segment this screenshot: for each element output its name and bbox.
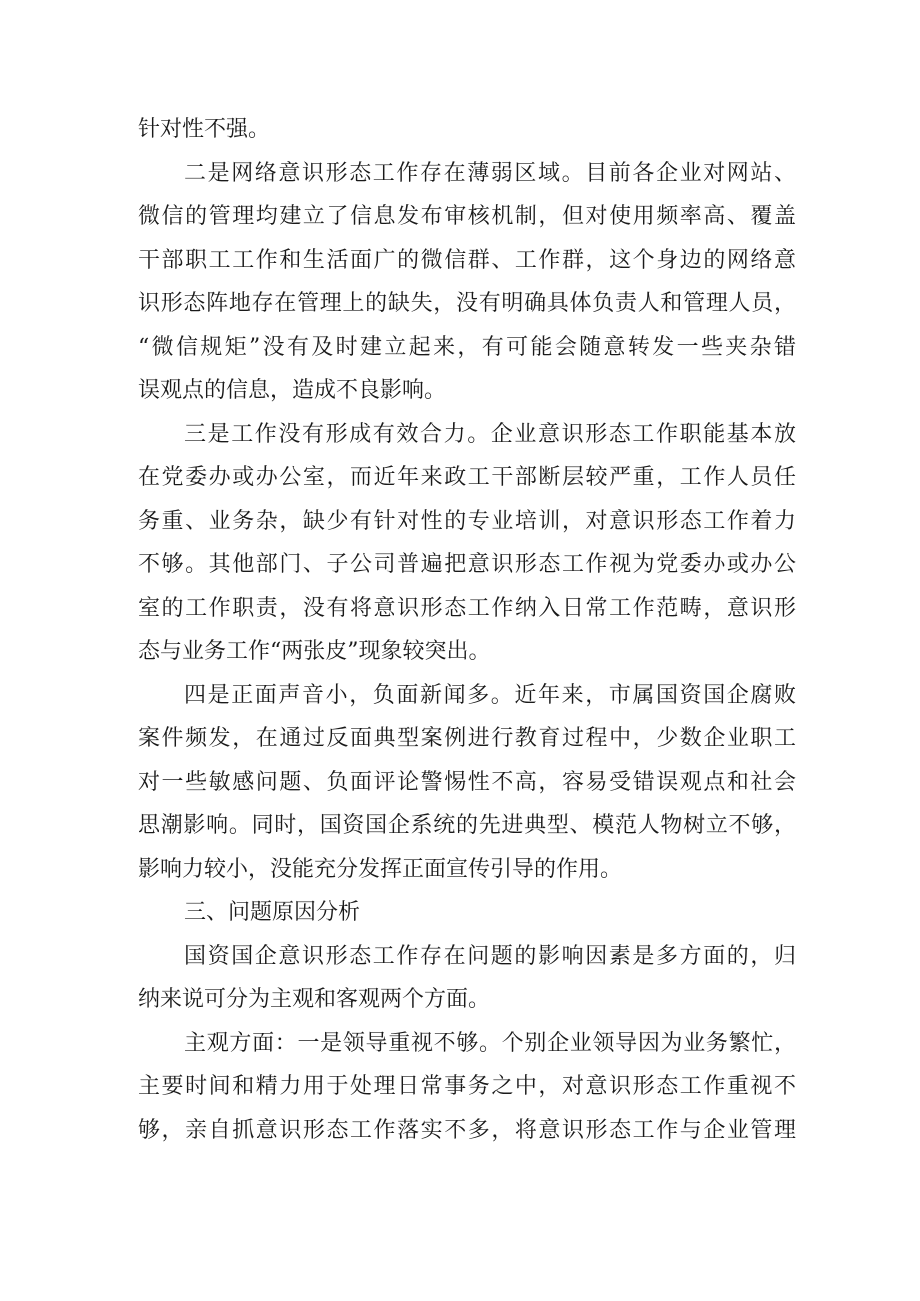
text-line: 思潮影响。同时，国资国企系统的先进典型、模范人物树立不够， <box>138 813 796 838</box>
text-line: 主观方面：一是领导重视不够。个别企业领导因为业务繁忙， <box>184 1030 796 1056</box>
text-line: 四是正面声音小，负面新闻多。近年来，市属国资国企腐败 <box>184 682 796 708</box>
text-line: 针对性不强。 <box>138 117 271 142</box>
text-line: 主要时间和精力用于处理日常事务之中，对意识形态工作重视不 <box>138 1074 796 1099</box>
text-line: 识形态阵地存在管理上的缺失，没有明确具体负责人和管理人员， <box>138 291 796 316</box>
text-line: 微信的管理均建立了信息发布审核机制，但对使用频率高、覆盖 <box>138 204 796 229</box>
text-line: 够，亲自抓意识形态工作落实不多，将意识形态工作与企业管理 <box>138 1117 796 1143</box>
text-line: 在党委办或办公室，而近年来政工干部断层较严重，工作人员任 <box>138 465 796 490</box>
text-line: 务重、业务杂，缺少有针对性的专业培训，对意识形态工作着力 <box>138 508 796 534</box>
text-line: 二是网络意识形态工作存在薄弱区域。目前各企业对网站、 <box>184 160 796 186</box>
section-heading: 三、问题原因分析 <box>184 900 361 925</box>
text-line: 影响力较小，没能充分发挥正面宣传引导的作用。 <box>138 856 623 882</box>
text-line: 三是工作没有形成有效合力。企业意识形态工作职能基本放 <box>184 421 796 447</box>
text-line: 干部职工工作和生活面广的微信群、工作群，这个身边的网络意 <box>138 247 796 273</box>
text-line: 纳来说可分为主观和客观两个方面。 <box>138 987 491 1012</box>
text-line: 案件频发，在通过反面典型案例进行教育过程中，少数企业职工 <box>138 726 796 751</box>
text-line: 不够。其他部门、子公司普遍把意识形态工作视为党委办或办公 <box>138 552 796 577</box>
text-line: 态与业务工作“两张皮”现象较突出。 <box>138 639 491 664</box>
document-page <box>138 108 796 1152</box>
text-line: 对一些敏感问题、负面评论警惕性不高，容易受错误观点和社会 <box>138 769 796 795</box>
text-line: 误观点的信息，造成不良影响。 <box>138 378 447 403</box>
text-line: 国资国企意识形态工作存在问题的影响因素是多方面的，归 <box>184 943 796 969</box>
text-line: 室的工作职责，没有将意识形态工作纳入日常工作范畴，意识形 <box>138 595 796 621</box>
text-line: “微信规矩”没有及时建立起来，有可能会随意转发一些夹杂错 <box>138 334 796 360</box>
